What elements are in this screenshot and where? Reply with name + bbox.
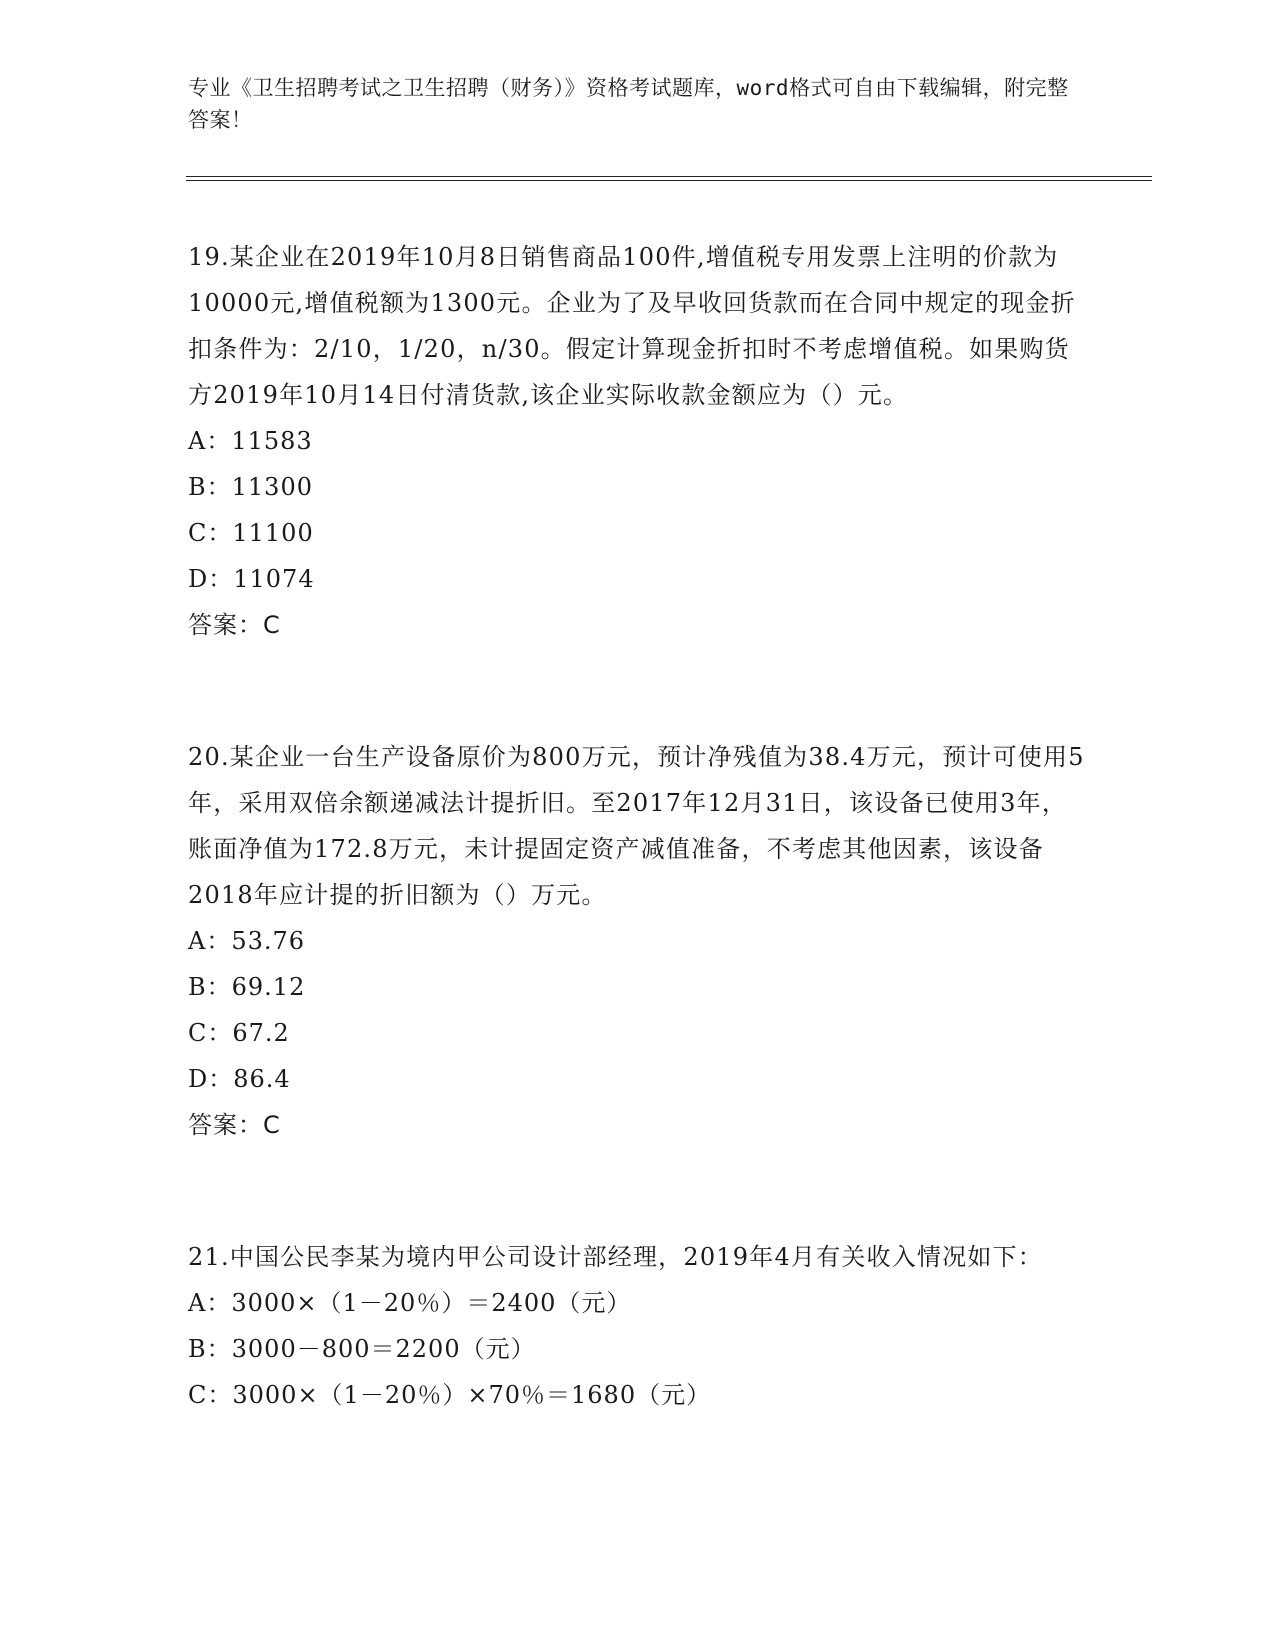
answer-line: 答案：C — [188, 1111, 281, 1139]
option-a: A：11583 — [188, 427, 313, 455]
option-a: A：3000×（1－20％）＝2400（元） — [188, 1289, 632, 1317]
document-header: 专业《卫生招聘考试之卫生招聘（财务）》资格考试题库，word格式可自由下载编辑，附完整答案！ — [188, 76, 1069, 132]
option-b: B：11300 — [188, 473, 313, 501]
option-c: C：67.2 — [188, 1019, 290, 1047]
header-divider — [186, 176, 1152, 181]
option-d: D：11074 — [188, 565, 315, 593]
question-stem: 19.某企业在2019年10月8日销售商品100件,增值税专用发票上注明的价款为10000元,增值税额为1300元。企业为了及早收回货款而在合同中规定的现金折扣条件为：2/10，1/20，n/30。假定计算现金折扣时不考虑增值税。如果购货方2019年10月14日付清货款,该企业实际收款金额应为（）元。 — [188, 243, 1076, 409]
question-20 — [188, 734, 1088, 1148]
question-21 — [188, 1234, 1088, 1418]
option-d: D：86.4 — [188, 1065, 291, 1093]
option-c: C：3000×（1－20％）×70％＝1680（元） — [188, 1381, 712, 1409]
question-stem: 21.中国公民李某为境内甲公司设计部经理，2019年4月有关收入情况如下： — [188, 1243, 1043, 1271]
question-19 — [188, 234, 1088, 648]
answer-line: 答案：C — [188, 611, 281, 639]
question-stem: 20.某企业一台生产设备原价为800万元，预计净残值为38.4万元，预计可使用5年，采用双倍余额递减法计提折旧。至2017年12月31日，该设备已使用3年，账面净值为172.8万元，未计提固定资产减值准备，不考虑其他因素，该设备2018年应计提的折旧额为（）万元。 — [188, 743, 1085, 909]
option-b: B：3000－800＝2200（元） — [188, 1335, 536, 1363]
option-b: B：69.12 — [188, 973, 306, 1001]
option-c: C：11100 — [188, 519, 314, 547]
option-a: A：53.76 — [188, 927, 306, 955]
